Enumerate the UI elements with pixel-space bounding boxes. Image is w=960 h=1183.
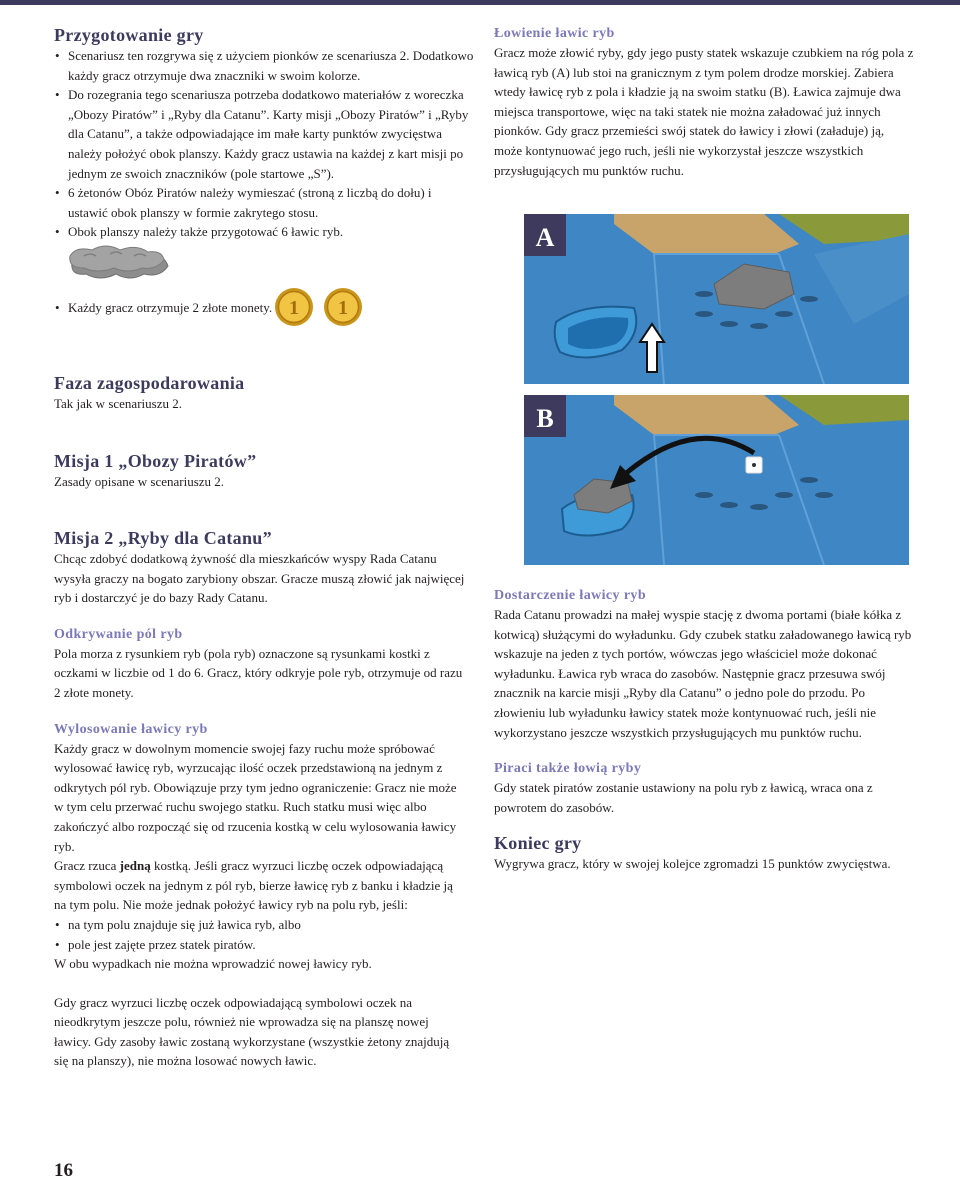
pirates-heading: Piraci także łowią ryby xyxy=(494,761,642,777)
end-text: Wygrywa gracz, który w swojej kolejce zgromadzi 15 punktów zwycięstwa. xyxy=(494,856,891,872)
mission2-heading: Misja 2 „Ryby dla Catanu” xyxy=(54,528,272,548)
coins-bullet xyxy=(54,298,284,318)
discover-text: Pola morza z rysunkiem ryb (pola ryb) oznaczone są rysunkami kostki z oczkami w liczbie od 1 do 6. Gracz, który odkryje pole ryb, otrzymuje od razu 2 złote monety. xyxy=(54,645,463,700)
pirates-text: Gdy statek piratów zostanie ustawiony na polu ryb z ławicą, wraca ona z powrotem do zasobów. xyxy=(494,780,873,815)
mission2-text: Chcąc zdobyć dodatkową żywność dla mieszkańców wyspy Rada Catanu wysyła graczy na bogato zarybiony obszar. Gracze muszą złowić jak najwięcej ryb i dostarczyć je do bazy Rady Catanu. xyxy=(54,551,465,606)
draw-heading: Wylosowanie ławicy ryb xyxy=(54,721,208,737)
mission1-text: Zasady opisane w scenariuszu 2. xyxy=(54,474,225,489)
svg-text:B: B xyxy=(536,404,554,433)
draw-conditions-list xyxy=(54,915,466,954)
page-number: 16 xyxy=(54,1160,73,1181)
draw-text-b-part: Gracz rzuca xyxy=(54,858,120,874)
svg-text:A: A xyxy=(535,223,555,252)
gold-coin-icon xyxy=(323,287,363,327)
svg-text:1: 1 xyxy=(338,297,348,319)
list-item: • 6 żetonów Obóz Piratów należy wymieszać (stroną z liczbą do dołu) i ustawić obok planszy w formie zakrytego stosu. xyxy=(54,183,474,222)
fish-shoal-tokens-image xyxy=(64,242,174,288)
end-heading: Koniec gry xyxy=(494,833,582,854)
illustration-b xyxy=(524,395,909,565)
draw-text-a: Każdy gracz w dowolnym momencie swojej fazy ruchu może spróbować wylosować ławicę ryb, wyrzucając ilość oczek przedstawioną na jednym z odkrytych pól ryb. Obowiązuje przy tym jedno ograniczenie: Gracz nie może w tym celu przerwać ruchu swojego statku. Ruch statku musi więc albo zakończyć albo rozpocząć się od rzucenia kostką w celu wylosowania ławicy ryb. xyxy=(54,740,457,854)
list-item: • Każdy gracz otrzymuje 2 złote monety. xyxy=(54,298,284,318)
setup-list xyxy=(54,46,474,242)
mission2-section xyxy=(54,527,466,1071)
fishing-heading: Łowienie ławic ryb xyxy=(494,26,615,41)
phase-text: Tak jak w scenariuszu 2. xyxy=(54,396,182,411)
draw-text-d: Gdy gracz wyrzuci liczbę oczek odpowiadającą symbolowi oczek na nieodkrytym jeszcze polu, również nie wprowadza się na planszę nowej ławicy. Gdy zasoby ławic zostaną wykorzystane (wszystkie żetony znajdują się na planszy), nie można losować nowych ławic. xyxy=(54,994,450,1069)
delivery-heading: Dostarczenie ławicy ryb xyxy=(494,588,647,603)
list-item: • Do rozegrania tego scenariusza potrzeba dodatkowo materiałów z woreczka „Obozy Piratów” i „Ryby dla Catanu”. Karty misji „Obozy Piratów” i „Ryby dla Catanu”, a także odpowiadające im małe karty punktów zwycięstwa należy położyć obok planszy. Każdy gracz ustawia na każdej z kart misji po jednym ze swoich znaczników (pole startowe „S”). xyxy=(54,85,474,183)
fishing-text: Gracz może złowić ryby, gdy jego pusty statek wskazuje czubkiem na róg pola z ławicą ryb (A) lub stoi na granicznym z tym polem drodze morskiej. Zabiera wtedy ławicę ryb z pola i kładzie ją na swoim statku (B). Ławica zajmuje dwa miejsca transportowe, więc na taki statek nie można załadować już innych pionków. Gdy gracz przemieści swój statek do ławicy i złowi (załaduje) ją, może kontynuować jego ruch, jeśli nie wykorzystał jeszcze wszystkich przysługujących mu punktów ruchu. xyxy=(494,45,914,178)
left-column xyxy=(54,24,474,242)
gold-coin-icon xyxy=(274,287,314,327)
draw-text-c: W obu wypadkach nie można wprowadzić nowej ławicy ryb. xyxy=(54,956,372,972)
list-item: • na tym polu znajduje się już ławica ryb, albo xyxy=(54,915,466,935)
phase-heading: Faza zagospodarowania xyxy=(54,373,245,393)
draw-text-b xyxy=(54,856,466,915)
mission1-section xyxy=(54,450,474,492)
right-column xyxy=(494,24,914,180)
list-item: • Scenariusz ten rozgrywa się z użyciem pionków ze scenariusza 2. Dodatkowo każdy gracz otrzymuje dwa znaczniki w swoim kolorze. xyxy=(54,46,474,85)
draw-text-b-part: kostką. Jeśli gracz wyrzuci liczbę oczek odpowiadającą symbolowi oczek na jednym z pól ryb, bierze ławicę ryb z banku i kładzie ją na tym polu. Nie może jednak położyć ławicy ryb na polu ryb, jeśli: xyxy=(54,858,453,913)
svg-text:1: 1 xyxy=(289,297,299,319)
list-item: • pole jest zajęte przez statek piratów. xyxy=(54,935,466,955)
phase-section xyxy=(54,372,474,414)
illustration-a xyxy=(524,214,909,384)
setup-heading: Przygotowanie gry xyxy=(54,25,204,45)
delivery-text: Rada Catanu prowadzi na małej wyspie stację z dwoma portami (białe kółka z kotwicą) służącymi do wyładunku. Gdy czubek statku załadowanego ławicą ryb wskazuje na jeden z tych portów, wówczas jego właściciel może dokonać wyładunku. Ławica ryb wraca do zasobów. Następnie gracz przesuwa swój znacznik na karcie misji „Ryby dla Catanu” o jedno pole do przodu. Po złowieniu lub wyładunku ławicy statek może kontynuować ruch, jeśli nie wykorzystano jeszcze wszystkich przysługujących mu punktów ruchu. xyxy=(494,607,912,740)
discover-heading: Odkrywanie pól ryb xyxy=(54,626,183,642)
mission1-heading: Misja 1 „Obozy Piratów” xyxy=(54,451,257,471)
top-bar xyxy=(0,0,960,5)
delivery-section xyxy=(494,586,914,874)
list-item: • Obok planszy należy także przygotować 6 ławic ryb. xyxy=(54,222,474,242)
draw-text-b-bold: jedną xyxy=(119,858,151,874)
